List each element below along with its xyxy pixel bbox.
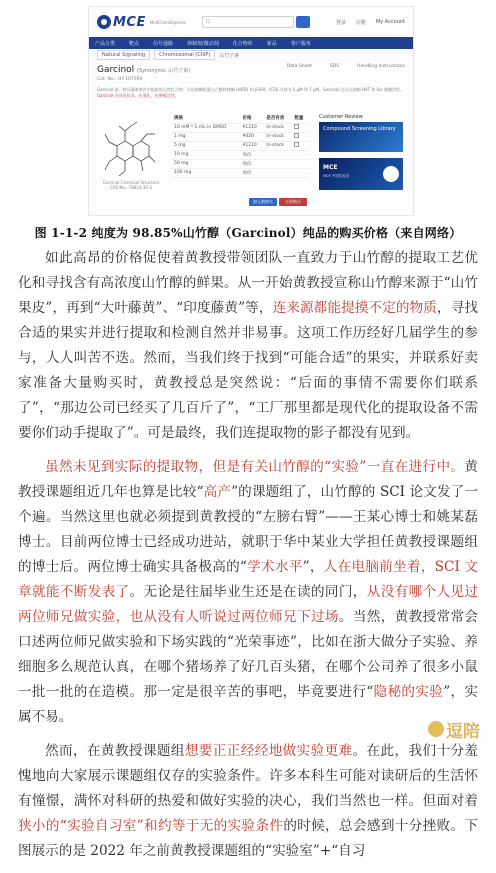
paragraph: 然而，在黄教授课题组想要正正经经地做实验更难。在此，我们十分羞愧地向大家展示课题组仅存的实验条件。许多本科生可能对读研后的生活怀有憧憬，满怀对科研的热爱和做好实验的决心，我们当然也一样。但面对着狭小的“实验自习室”和约等于无的实验条件的时候，总会感到十分挫败。下图展示的是 2022 年之前黄教授课题组的“实验室”+“自习 — [18, 743, 479, 859]
mce-banner: MCE MCE 中国实验室 — [319, 158, 403, 190]
chemical-structure-icon — [99, 116, 161, 186]
table-row: 10 mM * 1 mL in DMSO ¥1210 In-stock — [171, 123, 309, 132]
nav-item: 抑制剂/激动剂 — [187, 40, 219, 47]
search-icon — [296, 16, 310, 28]
screenshot-header — [89, 7, 413, 37]
article-body — [18, 246, 478, 873]
checkbox-icon — [294, 133, 299, 138]
table-row: 5 mg ¥1210 In-stock — [171, 141, 309, 150]
cat-number: Cat. No.: HY-107569 — [97, 77, 143, 82]
table-row: 1 mg ¥420 In-stock — [171, 132, 309, 141]
watermark-icon — [428, 721, 444, 737]
paragraph: 如此高昂的价格促使着黄教授带领团队一直致力于山竹醇的提取工艺优化和寻找含有高浓度山竹醇的鲜果。从一开始黄教授宣称山竹醇来源于“山竹果皮”，再到“大叶藤黄”、“印度藤黄”等，连来源都能提摸不定的物质，寻找合适的果实并进行提取和检测自然并非易事。这项工作历经好几届学生的参与，人人叫苦不迭。然而，当我们终于找到“可能合适”的果实，并联系好卖家准备大量购买时，黄教授总是突然说：“后面的事情不需要你们联系了”，“那边公司已经买了几百斤了”，“工厂那里都是现代化的提取设备不需要你们动手提取了”。可是最终，我们连提取物的影子都没有见到。 — [18, 250, 479, 441]
nav-item: 靶点 — [129, 40, 140, 47]
logo-icon — [97, 15, 111, 29]
structure-caption: Garcinol Chemical Structure CAS No.: 78824-30-3 — [102, 180, 160, 190]
nav-item: 客户服务 — [290, 40, 311, 47]
buy-now-button: 立即购买 — [279, 198, 307, 206]
badge-icon — [383, 166, 399, 182]
util-link: 登录 — [335, 19, 346, 26]
product-page-screenshot — [88, 6, 414, 216]
util-link: My Account — [375, 18, 405, 25]
figure-caption: 图 1-1-2 纯度为 98.85%山竹醇（Garcinol）纯品的购买价格（来自网络） — [34, 226, 462, 240]
mce-logo: MCE MedChemExpress — [97, 15, 188, 30]
checkbox-icon — [294, 124, 299, 129]
search-input: Q — [202, 16, 294, 28]
sidebar-title: Customer Review — [319, 114, 363, 120]
header-utils — [336, 19, 405, 26]
screenshot-nav — [89, 37, 413, 49]
table-row: 50 mg 询价 — [171, 159, 309, 168]
breadcrumb: Natural Signaling Chromosomal (ChIP) 山竹子素 — [89, 49, 413, 61]
table-row: 100 mg 询价 — [171, 168, 309, 177]
table-header-row: 规格 价格 是否有货 数量 — [171, 114, 309, 123]
nav-item: 产品分类 — [95, 40, 116, 47]
paragraph: 虽然未见到实际的提取物，但是有关山竹醇的“实验”一直在进行中。黄教授课题组近几年也算是比较“高产”的课题组了，山竹醇的 SCI 论文发了一个遍。当然这里也就必须提到黄教授的“左膀右臂”——王某心博士和姚某磊博士。目前两位博士已经成功进站，就职于华中某业大学担任黄教授课题组的博士后。两位博士确实具备极高的“学术水平”，人在电脑前坐着，SCI 文章就能不断发表了。无论是往届毕业生还是在读的同门，从没有哪个人见过两位师兄做实验，也从没有人听说过两位师兄下过场。当然，黄教授常常会口述两位师兄做实验和下场实践的“光荣事迹”，比如在浙大做分子实验、养细胞多么规范认真，在哪个猪场养了好几百头猪，在哪个公司养了很多小鼠一批一批的在造模。那一定是很辛苦的事吧，毕竟要进行“隐秘的实验”，实属不易。 — [18, 459, 479, 725]
library-banner: Compound Screening Library — [319, 122, 403, 152]
util-link: 注册 — [355, 19, 366, 26]
nav-item: 新品 — [266, 40, 277, 47]
checkbox-icon — [294, 142, 299, 147]
table-row: 10 mg 询价 — [171, 150, 309, 159]
watermark-logo: 逗陪 — [418, 714, 490, 744]
product-title: Garcinol (Synonyms: 山竹子素) — [97, 65, 191, 75]
price-table — [171, 114, 309, 178]
nav-item: 化合物库 — [232, 40, 253, 47]
product-body — [89, 114, 413, 204]
add-to-cart-button: 加入购物车 — [249, 198, 277, 206]
product-description: Garcinol 是一种从藤黄果皮中提取的天然化合物，可以抑制组蛋白乙酰转移酶 (HATs) 和 p300，IC50 分别为 5 μM 和 7 μM。Garcinol 还可以抑制 HAT 和 Src 激酶活性。 Garcinol 还具有抗炎、抗氧化、抗肿瘤活性。 — [97, 87, 405, 98]
nav-item: 信号通路 — [153, 40, 174, 47]
product-meta: Data Sheet SDS Handling Instructions — [286, 64, 405, 69]
sidebar — [319, 114, 407, 190]
